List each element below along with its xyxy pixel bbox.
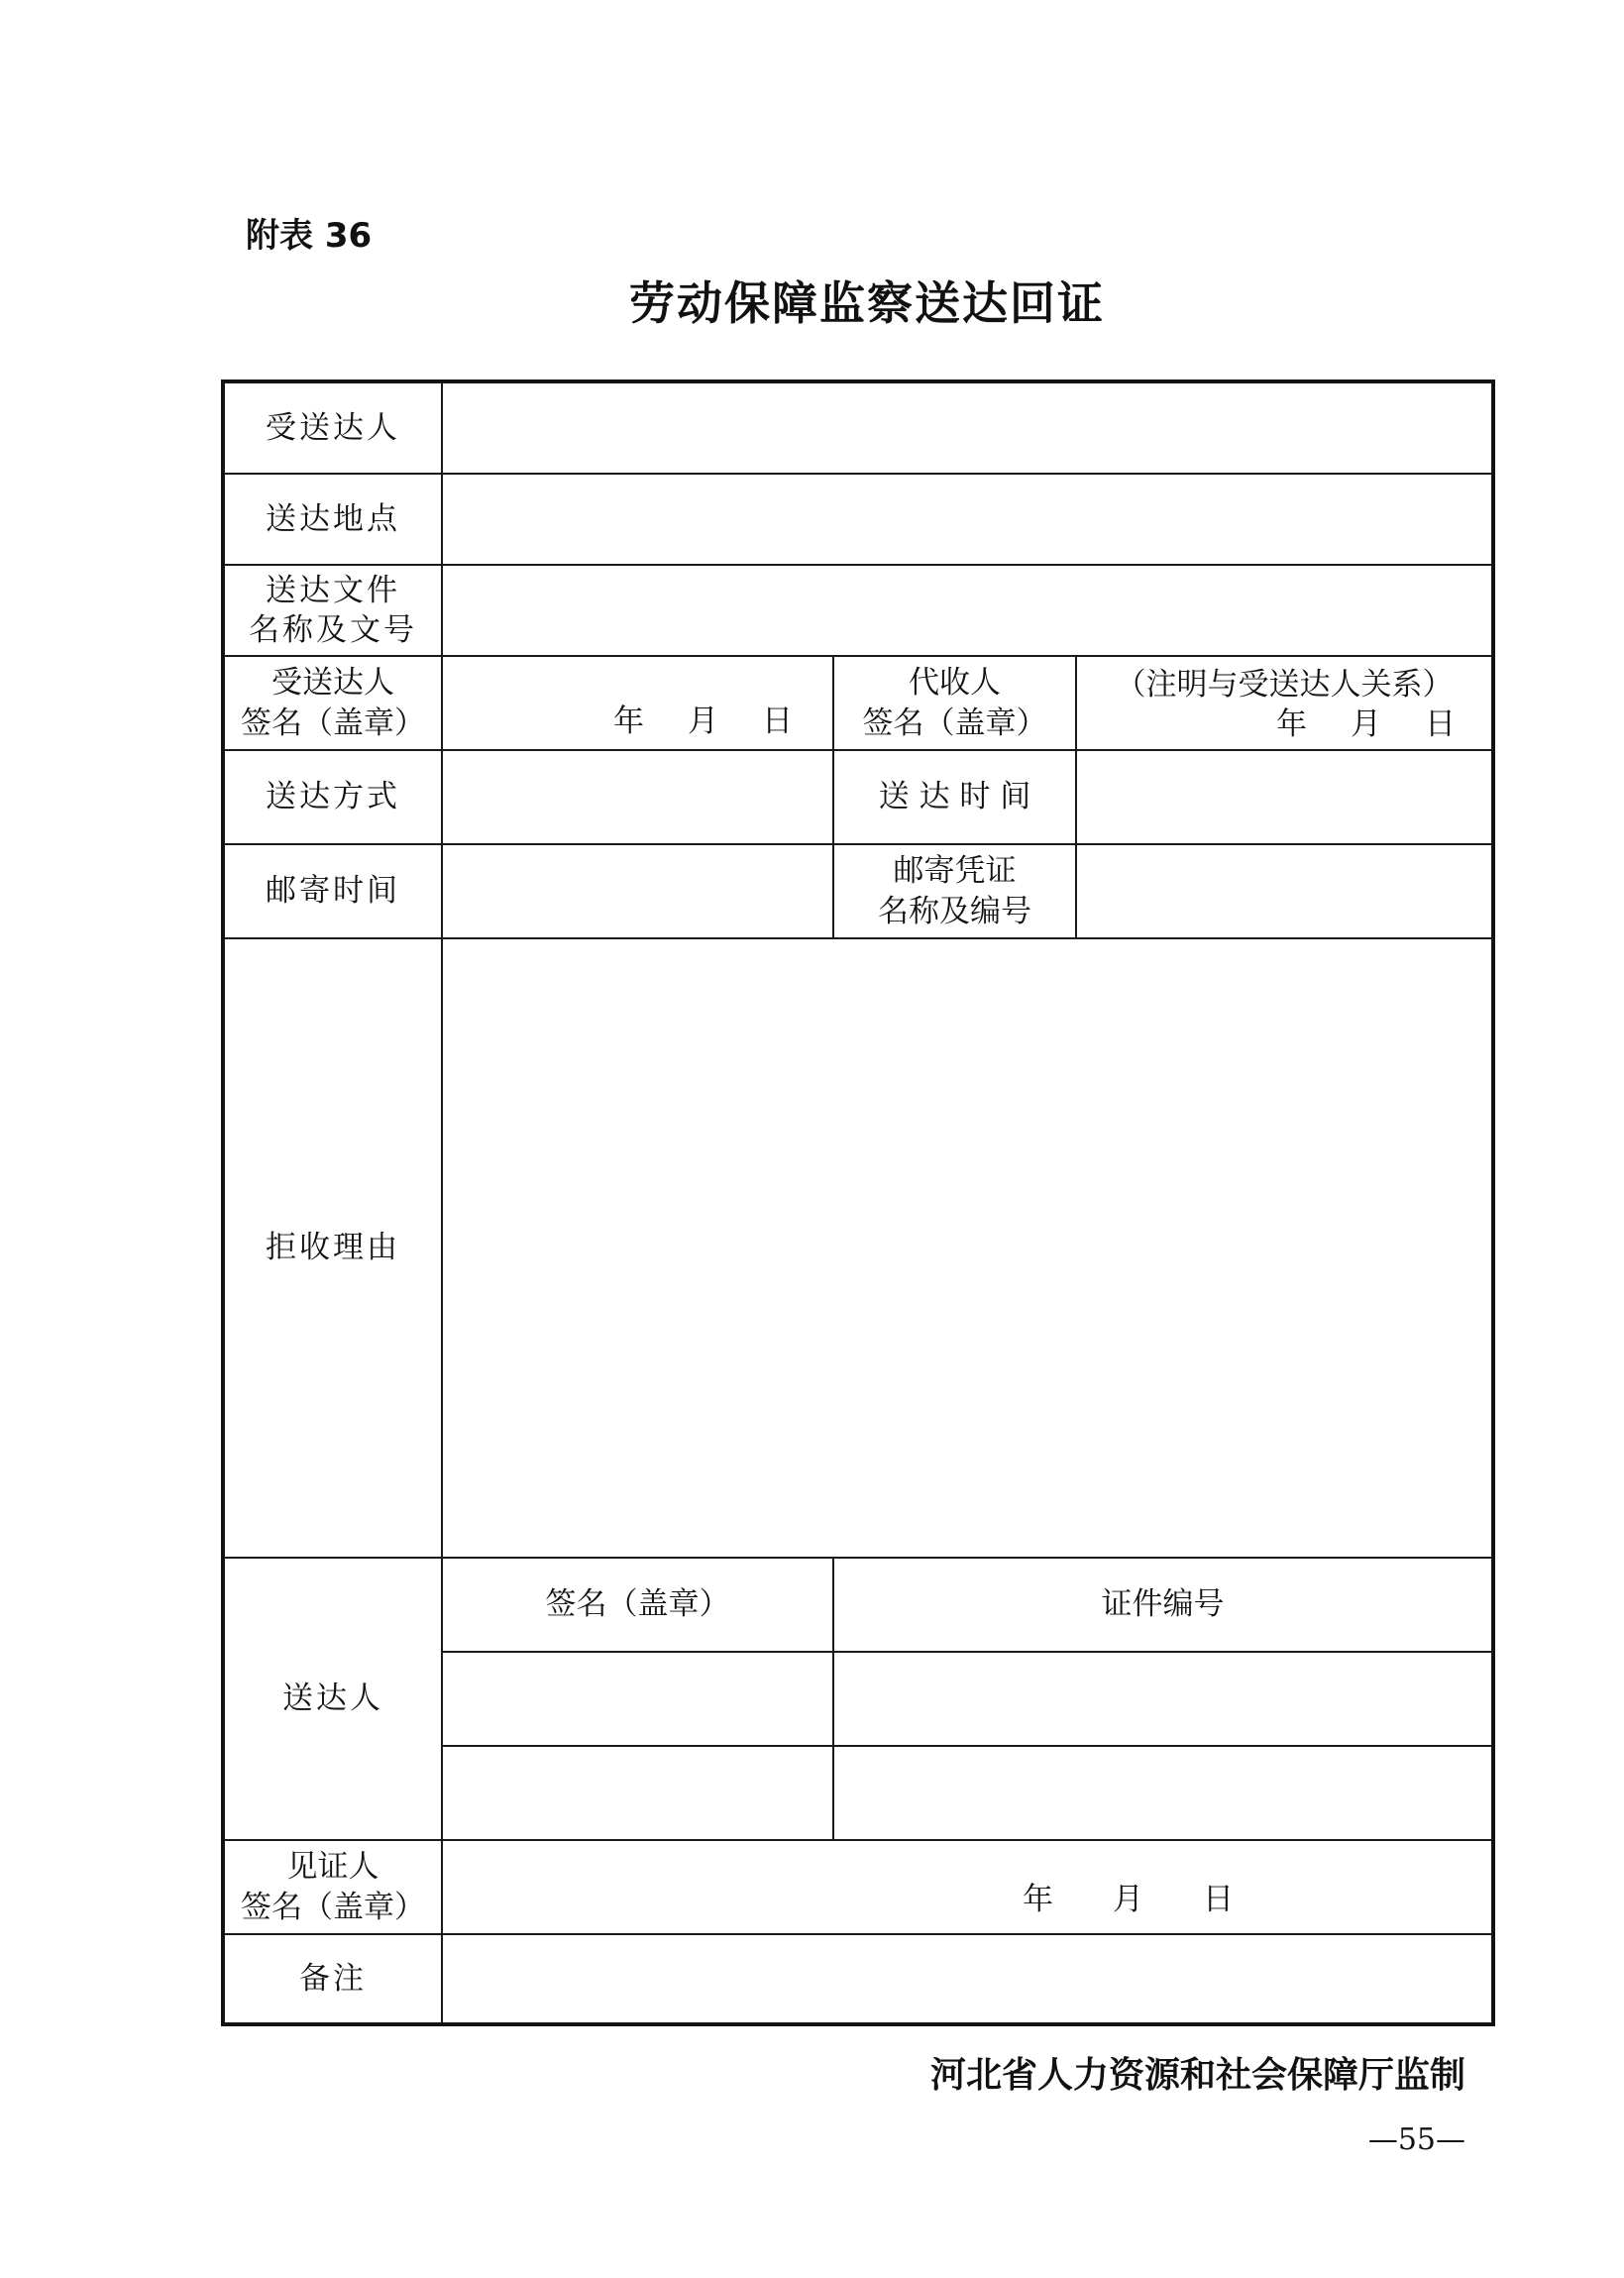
agent-signature-label bbox=[833, 656, 1076, 750]
mail-voucher-label bbox=[833, 844, 1076, 938]
document-label-line1: 送达文件 bbox=[266, 572, 400, 608]
server-id-field-2[interactable] bbox=[833, 1746, 1492, 1840]
agent-label-line2: 签名（盖章） bbox=[862, 705, 1047, 741]
mail-voucher-field[interactable] bbox=[1076, 844, 1492, 938]
document-label bbox=[224, 565, 442, 656]
recipient-signature-line2: 签名（盖章） bbox=[241, 705, 425, 741]
mail-time-field[interactable] bbox=[442, 844, 833, 938]
method-label: 送达方式 bbox=[224, 750, 442, 844]
server-signature-header: 签名（盖章） bbox=[442, 1558, 833, 1652]
agent-label-line1: 代收人 bbox=[909, 665, 1001, 702]
refusal-reason-field[interactable] bbox=[442, 938, 1492, 1558]
issuer-note: 河北省人力资源和社会保障厅监制 bbox=[929, 2055, 1465, 2096]
witness-date-month: 月 bbox=[1113, 1881, 1143, 1917]
service-time-field[interactable] bbox=[1076, 750, 1492, 844]
mail-voucher-line2: 名称及编号 bbox=[878, 893, 1031, 929]
date-year: 年 bbox=[613, 703, 644, 739]
attachment-number: 附表 36 bbox=[246, 216, 373, 256]
agent-date-month: 月 bbox=[1351, 706, 1381, 743]
agent-date-day: 日 bbox=[1425, 706, 1456, 743]
agent-date-year: 年 bbox=[1276, 706, 1307, 743]
server-signature-field-1[interactable] bbox=[442, 1652, 833, 1746]
witness-signature-field[interactable] bbox=[442, 1840, 1492, 1934]
witness-label bbox=[224, 1840, 442, 1934]
mail-voucher-line1: 邮寄凭证 bbox=[893, 853, 1017, 890]
witness-date-day: 日 bbox=[1203, 1881, 1234, 1917]
date-day: 日 bbox=[762, 703, 793, 739]
server-signature-field-2[interactable] bbox=[442, 1746, 833, 1840]
witness-date-year: 年 bbox=[1023, 1881, 1053, 1917]
agent-signature-field[interactable] bbox=[1076, 656, 1492, 750]
witness-label-line2: 签名（盖章） bbox=[241, 1889, 425, 1925]
agent-relationship-note: （注明与受送达人关系） bbox=[1115, 667, 1454, 703]
page-number: —55— bbox=[1367, 2122, 1465, 2157]
recipient-signature-field[interactable] bbox=[442, 656, 833, 750]
method-field[interactable] bbox=[442, 750, 833, 844]
server-id-header: 证件编号 bbox=[833, 1558, 1492, 1652]
recipient-label: 受送达人 bbox=[224, 382, 442, 474]
mail-time-label: 邮寄时间 bbox=[224, 844, 442, 938]
server-label: 送达人 bbox=[224, 1558, 442, 1840]
service-time-label: 送 达 时 间 bbox=[833, 750, 1076, 844]
date-month: 月 bbox=[688, 703, 718, 739]
witness-label-line1: 见证人 bbox=[286, 1849, 379, 1886]
server-id-field-1[interactable] bbox=[833, 1652, 1492, 1746]
place-label: 送达地点 bbox=[224, 474, 442, 565]
refusal-reason-label: 拒收理由 bbox=[224, 938, 442, 1558]
recipient-signature-line1: 受送达人 bbox=[271, 665, 394, 702]
document-field[interactable] bbox=[442, 565, 1492, 656]
remarks-field[interactable] bbox=[442, 1934, 1492, 2023]
place-field[interactable] bbox=[442, 474, 1492, 565]
service-receipt-form bbox=[223, 381, 1493, 2024]
form-title: 劳动保障监察送达回证 bbox=[629, 276, 1105, 330]
recipient-field[interactable] bbox=[442, 382, 1492, 474]
recipient-signature-label bbox=[224, 656, 442, 750]
remarks-label: 备注 bbox=[224, 1934, 442, 2023]
document-label-line2: 名称及文号 bbox=[249, 612, 417, 648]
